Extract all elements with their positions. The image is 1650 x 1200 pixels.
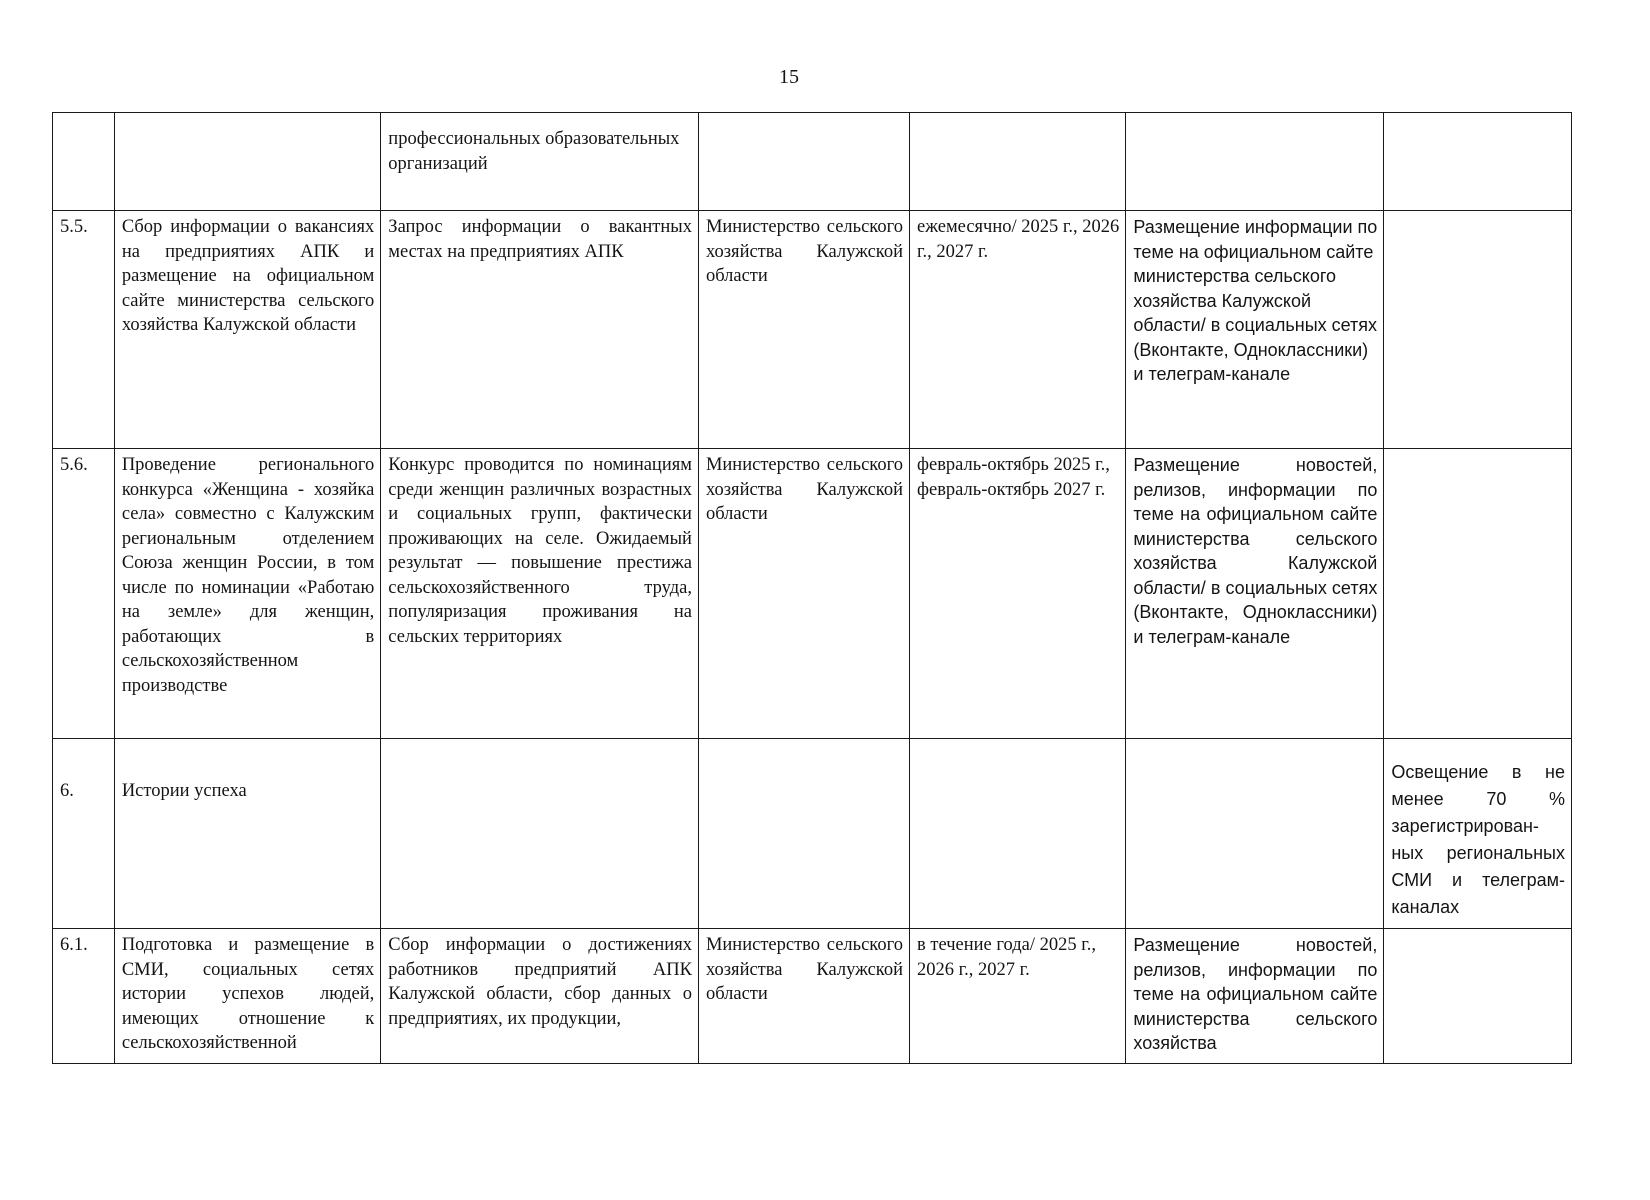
deadline-cell: в течение года/ 2025 г., 2026 г., 2027 г. bbox=[910, 929, 1126, 1064]
row-number bbox=[53, 113, 115, 211]
result-cell: Размещение новостей, релизов, информации по теме на официальном сайте министерства сельского хозяйства bbox=[1126, 929, 1384, 1064]
responsible-cell: Министерство сельского хозяйства Калужской области bbox=[698, 211, 909, 449]
indicator-cell bbox=[1384, 113, 1572, 211]
table-row bbox=[53, 929, 1572, 1064]
result-cell: Размещение новостей, релизов, информации по теме на официальном сайте министерства сельского хозяйства Калужской области/ в социальных сетях (Вконтакте, Одноклассники) и телеграм-канале bbox=[1126, 449, 1384, 739]
event-cell: Сбор информации о вакансиях на предприятиях АПК и размещение на официальном сайте министерства сельского хозяйства Калужской области bbox=[114, 211, 380, 449]
row-number: 5.5. bbox=[53, 211, 115, 449]
content-cell: Запрос информации о вакантных местах на предприятиях АПК bbox=[381, 211, 699, 449]
indicator-cell bbox=[1384, 929, 1572, 1064]
table-row bbox=[53, 449, 1572, 739]
deadline-cell bbox=[910, 113, 1126, 211]
table-row bbox=[53, 113, 1572, 211]
result-cell bbox=[1126, 113, 1384, 211]
indicator-cell bbox=[1384, 449, 1572, 739]
table-row bbox=[53, 211, 1572, 449]
responsible-cell bbox=[698, 739, 909, 929]
deadline-cell: ежемесячно/ 2025 г., 2026 г., 2027 г. bbox=[910, 211, 1126, 449]
indicator-cell: Освещение в не менее 70 % зарегистрирован-ных региональных СМИ и телеграм-каналах bbox=[1384, 739, 1572, 929]
event-cell: Подготовка и размещение в СМИ, социальных сетях истории успехов людей, имеющих отношение к сельскохозяйственной bbox=[114, 929, 380, 1064]
deadline-cell bbox=[910, 739, 1126, 929]
page-number: 15 bbox=[779, 66, 799, 88]
table-row bbox=[53, 739, 1572, 929]
responsible-cell: Министерство сельского хозяйства Калужской области bbox=[698, 449, 909, 739]
row-number: 5.6. bbox=[53, 449, 115, 739]
indicator-cell bbox=[1384, 211, 1572, 449]
plan-table bbox=[52, 112, 1572, 1064]
row-number: 6. bbox=[53, 739, 115, 929]
content-cell: Конкурс проводится по номинациям среди женщин различных возрастных и социальных групп, фактически проживающих на селе. Ожидаемый результат — повышение престижа сельскохозяйственного труда, популяризация проживания на сельских территориях bbox=[381, 449, 699, 739]
event-cell: Проведение регионального конкурса «Женщина - хозяйка села» совместно с Калужским региональным отделением Союза женщин России, в том числе по номинации «Работаю на земле» для женщин, работающих в сельскохозяйственном производстве bbox=[114, 449, 380, 739]
event-cell: Истории успеха bbox=[114, 739, 380, 929]
deadline-cell: февраль-октябрь 2025 г., февраль-октябрь 2027 г. bbox=[910, 449, 1126, 739]
row-number: 6.1. bbox=[53, 929, 115, 1064]
responsible-cell: Министерство сельского хозяйства Калужской области bbox=[698, 929, 909, 1064]
content-cell: Сбор информации о достижениях работников предприятий АПК Калужской области, сбор данных о предприятиях, их продукции, bbox=[381, 929, 699, 1064]
responsible-cell bbox=[698, 113, 909, 211]
result-cell bbox=[1126, 739, 1384, 929]
content-cell: профессиональных образовательных организаций bbox=[381, 113, 699, 211]
content-cell bbox=[381, 739, 699, 929]
result-cell: Размещение информации по теме на официальном сайте министерства сельского хозяйства Калужской области/ в социальных сетях (Вконтакте, Одноклассники) и телеграм-канале bbox=[1126, 211, 1384, 449]
event-cell bbox=[114, 113, 380, 211]
